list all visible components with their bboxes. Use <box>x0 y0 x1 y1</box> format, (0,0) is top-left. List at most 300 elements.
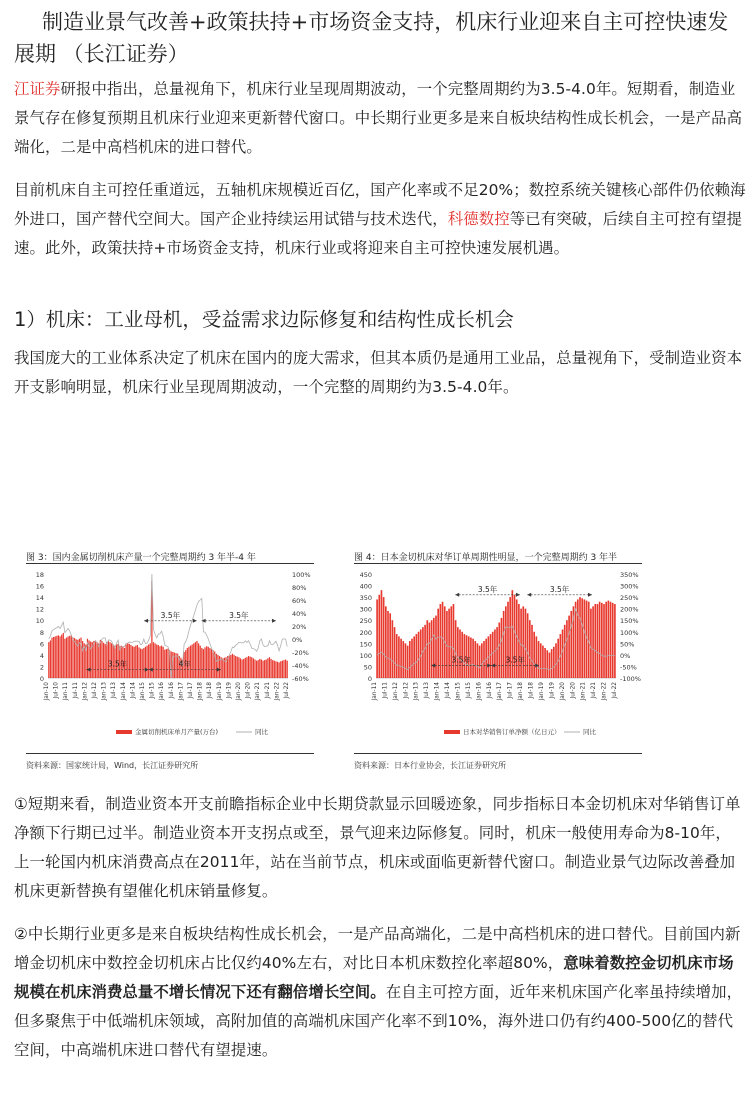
bar <box>101 641 102 678</box>
y-left-tick-label: 200 <box>359 628 372 637</box>
chart-bottom-rule <box>354 753 642 754</box>
x-tick-label: Jan-18 <box>197 682 204 701</box>
bar <box>612 603 614 678</box>
bar <box>429 623 431 678</box>
bar <box>418 632 420 678</box>
x-tick-label: Jan-20 <box>236 682 242 701</box>
bar <box>201 648 202 678</box>
bar <box>206 646 207 678</box>
bar <box>129 644 130 678</box>
y-right-tick-label: 250% <box>620 594 639 603</box>
x-tick-label: Jul-16 <box>486 682 493 699</box>
bar <box>217 655 218 678</box>
bar <box>222 658 223 678</box>
bar <box>266 660 267 678</box>
bar <box>155 643 156 678</box>
x-tick-label: Jul-22 <box>612 682 618 699</box>
cycle-annotation: 3.5年 <box>477 584 498 594</box>
x-tick-label: Jan-15 <box>455 682 462 701</box>
cycle-arrow-head-left <box>527 593 531 597</box>
bar <box>66 638 67 678</box>
chart-top-rule <box>26 563 314 564</box>
bar <box>494 629 496 678</box>
chart-svg-fig4 <box>354 566 642 751</box>
x-tick-label: Jul-12 <box>403 682 410 699</box>
legend-swatch-bar <box>444 730 460 734</box>
bar <box>540 643 542 678</box>
y-right-tick-label: 80% <box>292 584 307 592</box>
bar <box>250 657 251 678</box>
bar <box>138 647 139 678</box>
chart-panel-fig4 <box>354 550 642 775</box>
bar <box>381 590 383 678</box>
bar <box>209 648 210 678</box>
bar <box>229 655 230 678</box>
bar <box>472 639 474 678</box>
bar <box>243 659 244 678</box>
x-tick-label: Jul-22 <box>284 682 290 699</box>
y-left-tick-label: 300 <box>359 605 372 614</box>
legend-label-line: 同比 <box>255 728 268 736</box>
chart-title: 图 4：日本金切机床对华订单周期性明显，一个完整周期约 3 年半 <box>354 553 618 563</box>
legend-label-bar: 日本对华销售订单净额（亿日元） <box>463 728 561 736</box>
x-tick-label: Jul-11 <box>382 682 389 699</box>
bar <box>455 620 457 678</box>
cycle-annotation: 4年 <box>178 659 191 669</box>
bar <box>431 620 433 678</box>
bar <box>158 645 159 678</box>
bar <box>203 649 204 678</box>
bar <box>568 616 570 678</box>
x-tick-label: Jan-19 <box>538 682 545 701</box>
bar <box>474 641 476 678</box>
bar <box>97 642 98 678</box>
bar <box>259 659 260 678</box>
bar <box>275 661 276 678</box>
bar <box>196 641 197 678</box>
x-tick-label: Jan-15 <box>140 682 146 701</box>
y-left-tick-label: 4 <box>39 651 44 660</box>
bar <box>212 650 213 678</box>
chart-source: 资料来源：国家统计局，Wind，长江证券研究所 <box>26 761 199 770</box>
bar <box>608 601 610 678</box>
y-right-tick-label: 20% <box>292 623 307 631</box>
x-tick-label: Jul-21 <box>591 682 598 699</box>
chart-bottom-rule <box>26 753 314 754</box>
bar <box>264 660 265 678</box>
x-tick-label: Jan-19 <box>216 682 223 701</box>
bar <box>584 599 586 678</box>
bar <box>51 638 52 678</box>
x-tick-label: Jan-20 <box>559 682 566 701</box>
bar <box>235 656 236 678</box>
bar <box>58 635 59 678</box>
legend-label-bar: 金属切削机床单月产量(万台) <box>135 728 219 736</box>
bar <box>579 597 581 678</box>
chart-source: 资料来源：日本行业协会，长江证券研究所 <box>354 761 506 770</box>
bar <box>516 599 518 678</box>
y-left-tick-label: 0 <box>39 675 44 683</box>
x-tick-label: Jan-17 <box>497 682 504 701</box>
x-tick-label: Jul-15 <box>149 682 156 699</box>
y-right-tick-label: -100% <box>620 675 641 683</box>
y-left-tick-label: 18 <box>35 571 44 579</box>
bar <box>581 598 583 678</box>
bar <box>61 635 62 678</box>
x-tick-label: Jan-12 <box>82 682 89 701</box>
bar <box>68 636 69 678</box>
x-tick-label: Jul-14 <box>130 682 137 699</box>
bar <box>132 646 133 678</box>
cycle-annotation: 3.5年 <box>229 610 249 620</box>
bar <box>405 643 407 678</box>
bar <box>156 644 157 678</box>
x-tick-label: Jan-11 <box>63 682 70 701</box>
x-tick-label: Jul-17 <box>188 682 194 699</box>
article-title: 制造业景气改善+政策扶持+市场资金支持，机床行业迎来自主可控快速发展期 （长江证券） <box>14 10 729 66</box>
bar <box>246 657 247 678</box>
bar <box>105 644 106 678</box>
x-tick-label: Jul-21 <box>264 682 271 699</box>
bar <box>507 602 509 678</box>
bar <box>597 604 599 678</box>
bar <box>594 604 596 678</box>
x-tick-label: Jan-21 <box>255 682 262 701</box>
bar <box>433 618 435 678</box>
paragraph-long-term-bold: 意味着数控金切机床市场规模在机床消费总量不增长情况下还有翻倍增长空间。 <box>14 954 734 1001</box>
bar <box>232 654 233 678</box>
x-tick-label: Jul-18 <box>528 682 535 699</box>
bar <box>398 636 400 678</box>
bar <box>90 642 91 678</box>
y-right-tick-label: 0% <box>292 636 303 644</box>
bar <box>562 629 564 678</box>
bar <box>253 658 254 678</box>
bar <box>570 611 572 678</box>
chart-panel-fig3 <box>26 550 314 775</box>
bar <box>402 641 404 678</box>
bar <box>241 660 242 678</box>
y-right-tick-label: -20% <box>292 649 309 657</box>
paragraph-intro-text: 研报中指出，总量视角下，机床行业呈现周期波动，一个完整周期约为3.5-4.0年。短期看，制造业景气存在修复预期且机床行业迎来更新替代窗口。中长期行业更多是来自板块结构性成长机会，一是产品高端化，二是中高档机床的进口替代。 <box>14 80 743 156</box>
bar <box>74 638 75 678</box>
x-tick-label: Jan-18 <box>518 682 525 701</box>
bar <box>492 632 494 678</box>
bar <box>146 646 147 678</box>
cycle-annotation: 3.5年 <box>549 584 570 594</box>
bar <box>140 649 141 678</box>
cycle-annotation: 3.5年 <box>451 655 471 665</box>
y-left-tick-label: 2 <box>39 663 44 672</box>
y-right-tick-label: 40% <box>292 610 307 618</box>
company-link-changjiang[interactable]: 江证券 <box>14 80 61 98</box>
bar <box>481 643 483 678</box>
bar <box>527 613 529 678</box>
bar <box>396 634 398 678</box>
y-right-tick-label: 100% <box>620 628 639 637</box>
bar <box>599 602 601 678</box>
x-tick-label: Jan-14 <box>434 682 441 701</box>
bar <box>505 606 507 678</box>
x-tick-label: Jan-11 <box>372 682 378 701</box>
bar <box>525 609 527 678</box>
cycle-annotation: 3.5年 <box>160 610 181 620</box>
y-left-tick-label: 12 <box>35 605 44 614</box>
bar <box>496 627 498 678</box>
bar <box>193 643 194 678</box>
bar <box>536 636 538 678</box>
company-link-kede[interactable]: 科德数控 <box>447 210 510 228</box>
x-tick-label: Jul-19 <box>226 682 233 699</box>
paragraph-self-control-b: 等已有突破，后续自主可控有望提速。此外，政策扶持+市场资金支持，机床行业或将迎来自主可控快速发展机遇。 <box>14 210 743 257</box>
bar <box>240 658 241 678</box>
bar <box>208 647 209 678</box>
x-tick-label: Jan-21 <box>580 682 587 701</box>
bar <box>192 644 193 678</box>
bar <box>453 604 455 678</box>
bar <box>238 657 239 678</box>
y-right-tick-label: 0% <box>620 651 631 660</box>
bar <box>590 609 592 678</box>
bar <box>148 644 149 678</box>
x-tick-label: Jan-17 <box>178 682 185 701</box>
bar <box>538 641 540 678</box>
bar <box>440 604 442 678</box>
paragraph-self-control-a: 目前机床自主可控任重道远，五轴机床规模近百亿，国产化率或不足20%；数控系统关键核心部件仍依赖海外进口，国产替代空间大。国产企业持续运用试错与技术迭代， <box>14 181 746 228</box>
x-tick-label: Jul-20 <box>570 682 577 699</box>
x-tick-label: Jan-22 <box>274 682 281 701</box>
bar <box>553 647 555 678</box>
bar <box>392 620 394 678</box>
paragraph-self-control <box>14 176 746 263</box>
bar <box>435 616 437 678</box>
bar <box>230 655 231 678</box>
bar <box>448 609 450 678</box>
bar <box>251 657 252 678</box>
y-right-tick-label: -50% <box>620 663 637 672</box>
paragraph-short-term: ①短期来看，制造业资本开支前瞻指标企业中长期贷款显示回暖迹象，同步指标日本金切机床对华销售订单净额下行期已过半。制造业资本开支拐点或至，景气迎来边际修复。同时，机床一般使用寿命为8-10年，上一轮国内机床消费高点在2011年，站在当前节点，机床或面临更新替代窗口。制造业景气边际改善叠加机床更新替换有望催化机床销量修复。 <box>14 795 741 900</box>
bar <box>55 636 56 678</box>
paragraph-intro <box>14 75 746 162</box>
x-tick-label: Jul-13 <box>111 682 118 699</box>
bar <box>407 646 409 678</box>
bar <box>376 599 378 678</box>
bar <box>163 647 164 678</box>
x-tick-label: Jul-16 <box>168 682 175 699</box>
bar <box>69 636 70 678</box>
paragraph-long-term <box>14 920 746 1065</box>
bar <box>103 643 104 678</box>
y-right-tick-label: 200% <box>620 605 639 614</box>
y-left-tick-label: 150 <box>359 640 372 649</box>
bar <box>279 662 280 678</box>
bar <box>79 639 80 678</box>
bar <box>551 649 553 678</box>
bar <box>610 602 612 678</box>
x-tick-label: Jul-17 <box>507 682 514 699</box>
bar <box>383 597 385 678</box>
bar <box>164 650 165 678</box>
y-right-tick-label: 100% <box>292 571 311 579</box>
bar <box>577 599 579 678</box>
bar <box>93 641 94 678</box>
bar <box>424 625 426 678</box>
bar <box>175 653 176 678</box>
bar <box>555 643 557 678</box>
bar <box>59 636 60 678</box>
bar <box>387 611 389 678</box>
bar <box>531 625 533 678</box>
bar <box>285 660 286 678</box>
bar <box>394 627 396 678</box>
bar <box>270 659 271 678</box>
bar <box>542 646 544 678</box>
chart-svg-fig3 <box>26 566 314 751</box>
bar <box>479 646 481 678</box>
y-left-tick-label: 50 <box>363 663 372 672</box>
bar <box>269 657 270 678</box>
bar <box>143 648 144 678</box>
cycle-arrow-head-right <box>193 619 197 623</box>
bar <box>614 604 616 678</box>
bar <box>564 625 566 678</box>
bar <box>529 620 531 678</box>
bar <box>280 661 281 678</box>
bar <box>483 641 485 678</box>
bar <box>98 643 99 678</box>
bar <box>134 647 135 678</box>
y-right-tick-label: 150% <box>620 617 639 626</box>
bar <box>603 604 605 678</box>
bar <box>63 633 64 678</box>
y-right-tick-label: -60% <box>292 675 309 683</box>
y-left-tick-label: 100 <box>359 651 372 660</box>
bar <box>389 613 391 678</box>
cycle-arrow-head-right <box>272 619 276 623</box>
y-right-tick-label: 60% <box>292 597 307 605</box>
x-tick-label: Jul-19 <box>549 682 556 699</box>
x-tick-label: Jan-12 <box>392 682 399 701</box>
y-left-tick-label: 0 <box>367 675 372 683</box>
bar <box>221 657 222 678</box>
y-left-tick-label: 250 <box>359 617 372 626</box>
y-right-tick-label: 350% <box>620 571 639 579</box>
bar <box>195 642 196 678</box>
bar <box>100 640 101 678</box>
cycle-annotation: 3.5年 <box>505 655 525 665</box>
bar <box>267 658 268 678</box>
y-left-tick-label: 450 <box>359 571 372 579</box>
x-tick-label: Jul-12 <box>92 682 98 699</box>
x-tick-label: Jan-10 <box>44 682 50 701</box>
cycle-arrow-head-left <box>455 593 459 597</box>
bar <box>95 640 96 678</box>
section-heading: 1）机床：工业母机，受益需求边际修复和结构性成长机会 <box>14 308 514 331</box>
bar <box>605 602 607 678</box>
bar <box>272 660 273 678</box>
bar <box>459 629 461 678</box>
x-tick-label: Jul-14 <box>445 682 452 699</box>
x-tick-label: Jan-13 <box>413 682 420 701</box>
bar <box>159 646 160 678</box>
cycle-arrow-head-left <box>202 619 206 623</box>
x-tick-label: Jul-20 <box>245 682 252 699</box>
bar <box>237 657 238 678</box>
bar <box>277 662 278 678</box>
bar <box>198 643 199 678</box>
legend-label-line: 同比 <box>583 728 596 736</box>
x-tick-label: Jul-11 <box>72 682 79 699</box>
y-right-tick-label: -40% <box>292 662 309 670</box>
bar <box>274 661 275 678</box>
bar <box>72 638 73 678</box>
cycle-arrow-head-left <box>144 619 148 623</box>
y-left-tick-label: 10 <box>35 617 44 626</box>
bar <box>498 623 500 678</box>
x-tick-label: Jan-16 <box>159 682 166 701</box>
bar <box>413 636 415 678</box>
cycle-arrow-head-right <box>588 593 592 597</box>
x-tick-label: Jan-14 <box>120 682 127 701</box>
x-tick-label: Jan-13 <box>101 682 108 701</box>
legend-swatch-bar <box>116 730 132 734</box>
bar <box>200 646 201 678</box>
bar <box>503 611 505 678</box>
bar <box>161 646 162 678</box>
bar <box>477 643 479 678</box>
bar <box>287 661 288 678</box>
x-tick-label: Jan-16 <box>476 682 483 701</box>
bar <box>216 654 217 678</box>
bar <box>137 645 138 678</box>
y-left-tick-label: 16 <box>35 582 44 591</box>
chart-title: 图 3：国内金属切削机床产量一个完整周期约 3 年半-4 年 <box>26 553 256 563</box>
bar <box>283 660 284 678</box>
bar <box>533 632 535 678</box>
bar <box>262 661 263 678</box>
bar <box>400 639 402 678</box>
bar <box>130 645 131 678</box>
bar <box>566 620 568 678</box>
bar <box>53 637 54 678</box>
bar <box>378 595 380 678</box>
cycle-annotation: 3.5年 <box>107 659 128 669</box>
bar <box>248 656 249 678</box>
bar <box>71 635 72 678</box>
bar <box>150 643 151 678</box>
bar <box>233 655 234 678</box>
paragraph-demand: 我国庞大的工业体系决定了机床在国内的庞大需求，但其本质仍是通用工业品，总量视角下，受制造业资本开支影响明显，机床行业呈现周期波动，一个完整的周期约为3.5-4.0年。 <box>14 349 743 396</box>
bar <box>544 648 546 678</box>
y-left-tick-label: 8 <box>39 628 44 637</box>
bar <box>256 661 257 678</box>
x-tick-label: Jul-15 <box>465 682 472 699</box>
y-left-tick-label: 350 <box>359 594 372 603</box>
bar <box>166 649 167 678</box>
chart-top-rule <box>354 563 642 564</box>
bar <box>457 627 459 678</box>
bar <box>50 640 51 678</box>
bar <box>575 602 577 678</box>
bar <box>64 639 65 678</box>
bar <box>512 590 514 678</box>
bar <box>258 660 259 678</box>
bar <box>416 634 418 678</box>
bar <box>261 660 262 678</box>
bar <box>245 658 246 678</box>
bar <box>450 606 452 678</box>
bar <box>592 606 594 678</box>
